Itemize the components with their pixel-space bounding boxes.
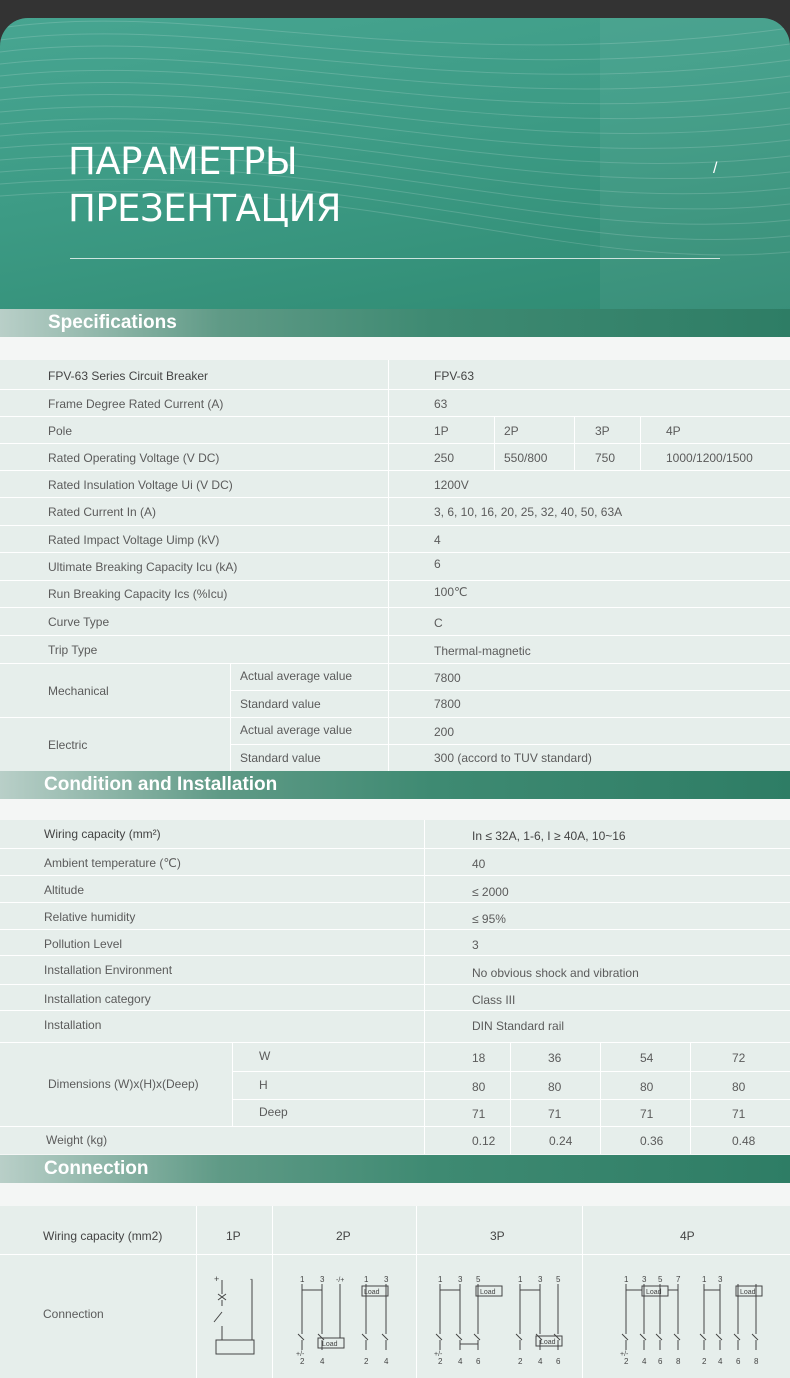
wiring-4p-b8b: 8 (754, 1357, 759, 1364)
wiring-3p-t1: 1 (438, 1275, 443, 1284)
spec-mechanical-label: Mechanical (48, 684, 109, 698)
wiring-diagram-3p (430, 1274, 576, 1364)
wiring-4p-t3b: 3 (718, 1275, 723, 1284)
wiring-4p-b4b: 4 (718, 1357, 723, 1364)
wiring-2p-t1: 1 (300, 1275, 305, 1284)
spec-voltage-3p: 750 (595, 450, 616, 465)
wiring-3p-load-top: Load (480, 1289, 496, 1296)
spec-electric-actual-label: Actual average value (240, 722, 353, 737)
wiring-3p-t5b: 5 (556, 1275, 561, 1284)
dimensions-d-2p: 71 (548, 1106, 562, 1121)
spec-row-label: Rated Current In (A) (48, 504, 157, 519)
wiring-4p-b4: 4 (642, 1357, 647, 1364)
cond-row-label: Wiring capacity (mm²) (44, 826, 161, 841)
spec-row-label: Rated Operating Voltage (V DC) (48, 450, 220, 465)
wiring-1p-minus: - (250, 1274, 253, 1284)
wiring-3p-t1b: 1 (518, 1275, 523, 1284)
wiring-3p-b4: 4 (458, 1357, 463, 1364)
dimensions-h-2p: 80 (548, 1079, 562, 1094)
dimensions-h-3p: 80 (640, 1079, 654, 1094)
wiring-4p-load-b: Load (740, 1289, 756, 1296)
specifications-heading-bar (0, 309, 790, 337)
spec-row-label: Trip Type (48, 642, 98, 657)
spec-header-right: FPV-63 (434, 368, 475, 383)
cond-row-value: Class III (472, 992, 516, 1007)
cond-row-value: ≤ 95% (472, 911, 506, 926)
banner-card (0, 18, 790, 312)
weight-1p: 0.12 (472, 1133, 496, 1148)
spec-pole-1p: 1P (434, 423, 449, 438)
spec-row-label: Rated Impact Voltage Uimp (kV) (48, 532, 220, 547)
dimensions-h-4p: 80 (732, 1079, 746, 1094)
connection-header-label: Wiring capacity (mm2) (43, 1228, 163, 1243)
wiring-diagram-1p (200, 1270, 270, 1360)
spec-voltage-1p: 250 (434, 450, 455, 465)
dimensions-d-3p: 71 (640, 1106, 654, 1121)
dimensions-label: Dimensions (W)x(H)x(Deep) (48, 1077, 199, 1091)
weight-4p: 0.48 (732, 1133, 756, 1148)
wiring-2p-load-bottom: Load (322, 1341, 338, 1348)
dimensions-w-3p: 54 (640, 1050, 654, 1065)
banner-title-line2: ПРЕЗЕНТАЦИЯ (68, 187, 341, 230)
wiring-4p-t1b: 1 (702, 1275, 707, 1284)
cond-row-label: Pollution Level (44, 936, 123, 951)
spec-pole-3p: 3P (595, 423, 610, 438)
connection-pole-2p: 2P (336, 1228, 351, 1243)
spec-row-value: 3, 6, 10, 16, 20, 25, 32, 40, 50, 63A (434, 504, 623, 519)
dimensions-h-1p: 80 (472, 1079, 486, 1094)
banner-divider (70, 258, 720, 259)
cond-row-label: Relative humidity (44, 909, 136, 924)
wiring-4p-t1: 1 (624, 1275, 629, 1284)
wiring-4p-b2: 2 (624, 1357, 629, 1364)
cond-row-value: 3 (472, 937, 479, 952)
wiring-2p-b2b: 2 (364, 1357, 369, 1364)
spec-row-label: Ultimate Breaking Capacity Icu (kA) (48, 559, 238, 574)
wiring-2p-t3b: 3 (384, 1275, 389, 1284)
cond-row-label: Installation Environment (44, 962, 173, 977)
condition-table (0, 820, 790, 1154)
wiring-2p-b4b: 4 (384, 1357, 389, 1364)
dimensions-deep-label: Deep (259, 1104, 288, 1119)
wiring-4p-plus: +/- (620, 1351, 629, 1358)
wiring-2p-plus: +/- (296, 1351, 305, 1358)
dimensions-w-4p: 72 (732, 1050, 746, 1065)
spec-row-value: 6 (434, 556, 441, 571)
dimensions-w-label: W (259, 1048, 271, 1063)
wiring-2p-b4: 4 (320, 1357, 325, 1364)
spec-mechanical-actual: 7800 (434, 670, 461, 685)
wiring-4p-b6b: 6 (736, 1357, 741, 1364)
connection-table (0, 1206, 790, 1378)
specifications-table (0, 360, 790, 772)
cond-row-value: 40 (472, 856, 486, 871)
connection-row-label: Connection (43, 1306, 104, 1321)
wiring-2p-minus: -/+ (336, 1277, 345, 1284)
cond-row-value: No obvious shock and vibration (472, 965, 639, 980)
weight-2p: 0.24 (549, 1133, 573, 1148)
wiring-3p-t3: 3 (458, 1275, 463, 1284)
cond-row-value: In ≤ 32A, 1-6, I ≥ 40A, 10~16 (472, 828, 626, 843)
cond-row-value: DIN Standard rail (472, 1018, 565, 1033)
spec-electric-standard: 300 (accord to TUV standard) (434, 750, 592, 765)
weight-3p: 0.36 (640, 1133, 664, 1148)
wiring-4p-load-a: Load (646, 1289, 662, 1296)
wiring-3p-load-bottom: Load (540, 1339, 556, 1346)
wiring-4p-b2b: 2 (702, 1357, 707, 1364)
spec-electric-actual: 200 (434, 724, 455, 739)
wiring-2p-b2: 2 (300, 1357, 305, 1364)
weight-label: Weight (kg) (46, 1132, 108, 1147)
dimensions-w-2p: 36 (548, 1050, 562, 1065)
spec-electric-standard-label: Standard value (240, 750, 321, 765)
condition-heading: Condition and Installation (44, 774, 278, 795)
specifications-heading: Specifications (48, 312, 177, 333)
spec-voltage-2p: 550/800 (504, 450, 548, 465)
wiring-3p-b6: 6 (476, 1357, 481, 1364)
wiring-4p-t7: 7 (676, 1275, 681, 1284)
header-banner (0, 0, 790, 312)
spec-row-label: Frame Degree Rated Current (A) (48, 396, 224, 411)
spec-row-value: 63 (434, 396, 448, 411)
spec-mechanical-standard: 7800 (434, 696, 461, 711)
spec-pole-4p: 4P (666, 423, 681, 438)
spec-voltage-4p: 1000/1200/1500 (666, 450, 753, 465)
banner-title-line1: ПАРАМЕТРЫ (68, 140, 298, 183)
wiring-3p-b2: 2 (438, 1357, 443, 1364)
cond-row-label: Installation category (44, 991, 151, 1006)
dimensions-d-4p: 71 (732, 1106, 746, 1121)
cond-row-label: Ambient temperature (℃) (44, 855, 181, 870)
wiring-2p-t1b: 1 (364, 1275, 369, 1284)
wiring-diagram-2p (284, 1274, 410, 1364)
wiring-3p-b2b: 2 (518, 1357, 523, 1364)
wiring-4p-t3: 3 (642, 1275, 647, 1284)
spec-row-label: Run Breaking Capacity Ics (%Icu) (48, 586, 228, 601)
connection-heading-bar (0, 1155, 790, 1183)
cond-row-value: ≤ 2000 (472, 884, 509, 899)
spec-row-value: 1200V (434, 477, 469, 492)
wiring-3p-plus: +/- (434, 1351, 443, 1358)
spec-row-value: 100℃ (434, 584, 468, 599)
wiring-4p-b8: 8 (676, 1357, 681, 1364)
connection-pole-3p: 3P (490, 1228, 505, 1243)
wiring-4p-t5: 5 (658, 1275, 663, 1284)
spec-pole-2p: 2P (504, 423, 519, 438)
wiring-3p-t3b: 3 (538, 1275, 543, 1284)
spec-mechanical-standard-label: Standard value (240, 696, 321, 711)
dimensions-w-1p: 18 (472, 1050, 486, 1065)
spec-row-label: Pole (48, 423, 73, 438)
cond-row-label: Installation (44, 1017, 102, 1032)
spec-row-value: C (434, 615, 443, 630)
spec-mechanical-actual-label: Actual average value (240, 668, 353, 683)
wiring-3p-b4b: 4 (538, 1357, 543, 1364)
condition-heading-bar (0, 771, 790, 799)
wiring-3p-t5: 5 (476, 1275, 481, 1284)
wiring-4p-b6: 6 (658, 1357, 663, 1364)
wiring-1p-plus: + (214, 1274, 220, 1284)
spec-row-value: 4 (434, 532, 441, 547)
wiring-diagram-4p (614, 1274, 774, 1364)
dimensions-h-label: H (259, 1077, 268, 1092)
wiring-3p-b6b: 6 (556, 1357, 561, 1364)
banner-title (68, 138, 341, 232)
spec-row-label: Rated Insulation Voltage Ui (V DC) (48, 477, 233, 492)
dimensions-d-1p: 71 (472, 1106, 486, 1121)
banner-slash: / (713, 160, 718, 177)
wiring-2p-t3: 3 (320, 1275, 325, 1284)
wiring-2p-load-top: Load (364, 1289, 380, 1296)
spec-electric-label: Electric (48, 738, 88, 752)
spec-row-label: Curve Type (48, 614, 110, 629)
spec-row-value: Thermal-magnetic (434, 643, 531, 658)
cond-row-label: Altitude (44, 882, 85, 897)
spec-header-left: FPV-63 Series Circuit Breaker (48, 368, 209, 383)
connection-heading: Connection (44, 1158, 149, 1179)
connection-pole-4p: 4P (680, 1228, 695, 1243)
connection-pole-1p: 1P (226, 1228, 241, 1243)
